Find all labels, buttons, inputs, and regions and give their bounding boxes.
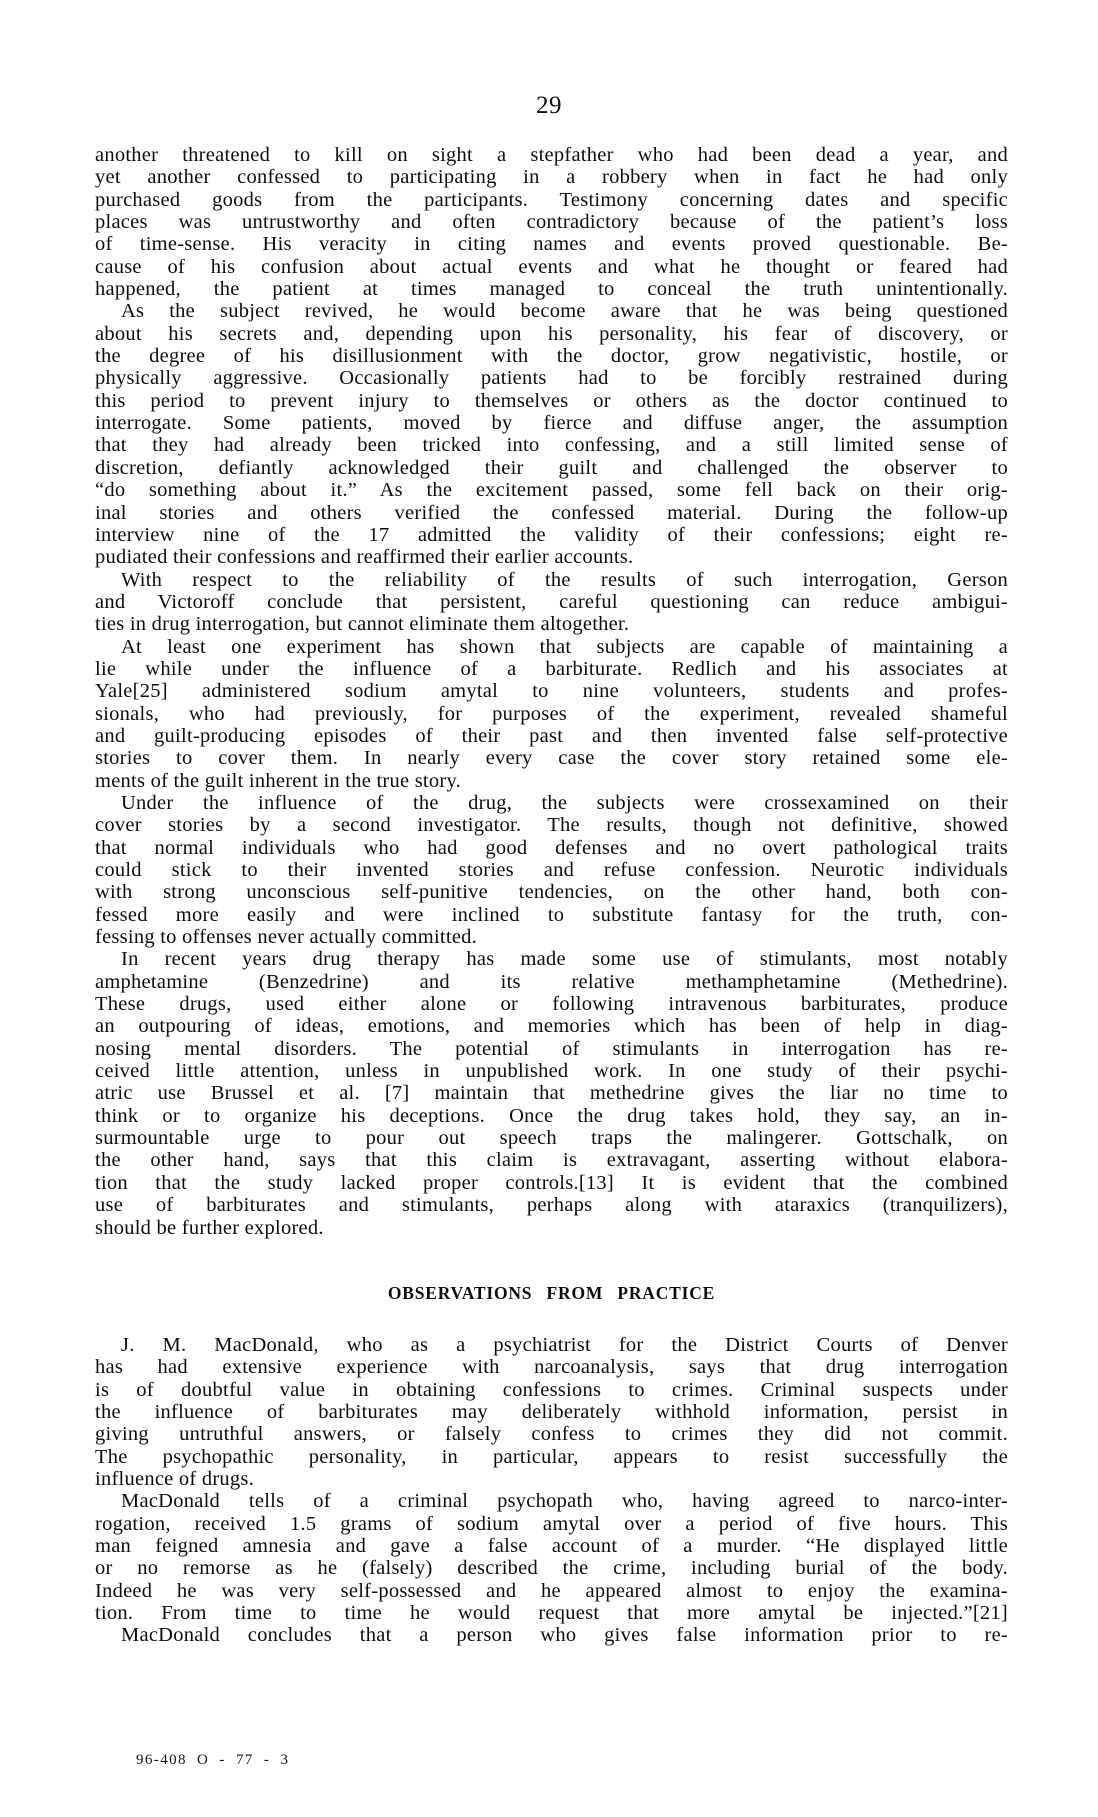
text-line: atric use Brussel et al. [7] maintain that methedrine gives the liar no time to bbox=[95, 1082, 1008, 1105]
paragraph bbox=[95, 948, 1008, 1238]
text-line: nosing mental disorders. The potential of stimulants in interrogation has re- bbox=[95, 1037, 1008, 1060]
text-line: is of doubtful value in obtaining confessions to crimes. Criminal suspects under bbox=[95, 1378, 1008, 1401]
text-line: With respect to the reliability of the results of such interrogation, Gerson bbox=[121, 568, 1008, 591]
text-line: The psychopathic personality, in particular, appears to resist successfully the bbox=[95, 1445, 1008, 1468]
text-line: ties in drug interrogation, but cannot eliminate them altogether. bbox=[95, 613, 630, 636]
text-line: surmountable urge to pour out speech traps the malingerer. Gottschalk, on bbox=[95, 1127, 1008, 1150]
text-line: happened, the patient at times managed to conceal the truth unintentionally. bbox=[95, 278, 1008, 301]
paragraph bbox=[95, 636, 1008, 792]
paragraph bbox=[95, 569, 1008, 636]
text-line: another threatened to kill on sight a stepfather who had been dead a year, and bbox=[95, 144, 1008, 166]
text-line: These drugs, used either alone or following intravenous barbiturates, produce bbox=[95, 993, 1008, 1016]
text-line: pudiated their confessions and reaffirmed their earlier accounts. bbox=[95, 546, 634, 569]
text-line: tion that the study lacked proper controls.[13] It is evident that the combined bbox=[95, 1171, 1008, 1194]
text-line: the influence of barbiturates may deliberately withhold information, persist in bbox=[95, 1400, 1008, 1423]
text-line: fessed more easily and were inclined to substitute fantasy for the truth, con- bbox=[95, 903, 1008, 926]
page-body bbox=[95, 144, 1008, 1647]
text-line: Under the influence of the drug, the subjects were crossexamined on their bbox=[121, 791, 1008, 814]
text-line: As the subject revived, he would become aware that he was being questioned bbox=[121, 300, 1008, 323]
text-line: that they had already been tricked into confessing, and a still limited sense of bbox=[95, 434, 1008, 457]
text-line: purchased goods from the participants. Testimony concerning dates and specific bbox=[95, 188, 1008, 211]
paragraph bbox=[95, 1334, 1008, 1490]
text-line: places was untrustworthy and often contradictory because of the patient’s loss bbox=[95, 211, 1008, 234]
text-line: sionals, who had previously, for purposes of the experiment, revealed shameful bbox=[95, 702, 1008, 725]
paragraph bbox=[95, 300, 1008, 568]
text-line: or no remorse as he (falsely) described the crime, including burial of the body. bbox=[95, 1557, 1008, 1580]
text-line: the other hand, says that this claim is extravagant, asserting without elabora- bbox=[95, 1149, 1008, 1172]
text-line: think or to organize his deceptions. Once the drug takes hold, they say, an in- bbox=[95, 1104, 1008, 1127]
text-line: and Victoroff conclude that persistent, careful questioning can reduce ambigui- bbox=[95, 590, 1008, 613]
text-line: this period to prevent injury to themselves or others as the doctor continued to bbox=[95, 389, 1008, 412]
text-line: rogation, received 1.5 grams of sodium amytal over a period of five hours. This bbox=[95, 1512, 1008, 1535]
text-line: and guilt-producing episodes of their past and then invented false self-protective bbox=[95, 724, 1008, 747]
text-line: has had extensive experience with narcoanalysis, says that drug interrogation bbox=[95, 1356, 1008, 1379]
text-line: MacDonald concludes that a person who gives false information prior to re- bbox=[121, 1624, 1008, 1647]
text-line: In recent years drug therapy has made some use of stimulants, most notably bbox=[121, 948, 1008, 971]
text-line: MacDonald tells of a criminal psychopath who, having agreed to narco-inter- bbox=[121, 1490, 1008, 1513]
text-line: Yale[25] administered sodium amytal to nine volunteers, students and profes- bbox=[95, 680, 1008, 703]
text-line: interview nine of the 17 admitted the validity of their confessions; eight re- bbox=[95, 523, 1008, 546]
text-line: giving untruthful answers, or falsely confess to crimes they did not commit. bbox=[95, 1423, 1008, 1446]
text-line: with strong unconscious self-punitive tendencies, on the other hand, both con- bbox=[95, 881, 1008, 904]
text-line: about his secrets and, depending upon his personality, his fear of discovery, or bbox=[95, 322, 1008, 345]
section-heading: OBSERVATIONS FROM PRACTICE bbox=[387, 1282, 716, 1303]
text-line: should be further explored. bbox=[95, 1216, 324, 1239]
text-line: that normal individuals who had good defenses and no overt pathological traits bbox=[95, 836, 1008, 859]
text-line: man feigned amnesia and gave a false account of a murder. “He displayed little bbox=[95, 1534, 1008, 1557]
text-line: J. M. MacDonald, who as a psychiatrist for the District Courts of Denver bbox=[121, 1333, 1008, 1356]
text-line: an outpouring of ideas, emotions, and memories which has been of help in diag- bbox=[95, 1015, 1008, 1038]
text-line: tion. From time to time he would request that more amytal be injected.”[21] bbox=[95, 1601, 1008, 1624]
text-line: discretion, defiantly acknowledged their guilt and challenged the observer to bbox=[95, 456, 1008, 479]
paragraph bbox=[95, 792, 1008, 948]
text-line: At least one experiment has shown that subjects are capable of maintaining a bbox=[121, 635, 1008, 658]
text-line: amphetamine (Benzedrine) and its relative methamphetamine (Methedrine). bbox=[95, 970, 1008, 993]
text-line: cover stories by a second investigator. The results, though not definitive, showed bbox=[95, 814, 1008, 837]
text-line: stories to cover them. In nearly every case the cover story retained some ele- bbox=[95, 747, 1008, 770]
text-line: “do something about it.” As the excitement passed, some fell back on their orig- bbox=[95, 479, 1008, 502]
text-line: of time-sense. His veracity in citing names and events proved questionable. Be- bbox=[95, 233, 1008, 256]
text-line: use of barbiturates and stimulants, perhaps along with ataraxics (tranquilizers), bbox=[95, 1194, 1008, 1217]
paragraph bbox=[95, 144, 1008, 300]
text-line: lie while under the influence of a barbiturate. Redlich and his associates at bbox=[95, 657, 1008, 680]
text-line: physically aggressive. Occasionally patients had to be forcibly restrained during bbox=[95, 367, 1008, 390]
text-line: influence of drugs. bbox=[95, 1467, 255, 1490]
paragraph bbox=[95, 1490, 1008, 1624]
text-line: fessing to offenses never actually committed. bbox=[95, 926, 478, 949]
text-line: inal stories and others verified the confessed material. During the follow-up bbox=[95, 501, 1008, 524]
text-line: ceived little attention, unless in unpublished work. In one study of their psychi- bbox=[95, 1060, 1008, 1083]
text-line: Indeed he was very self-possessed and he appeared almost to enjoy the examina- bbox=[95, 1579, 1008, 1602]
page-number: 29 bbox=[536, 92, 562, 119]
text-line: yet another confessed to participating in a robbery when in fact he had only bbox=[95, 166, 1008, 189]
print-code: 96-408 O - 77 - 3 bbox=[136, 1752, 290, 1768]
text-line: the degree of his disillusionment with the doctor, grow negativistic, hostile, or bbox=[95, 345, 1008, 368]
text-line: ments of the guilt inherent in the true story. bbox=[95, 769, 461, 792]
paragraph bbox=[95, 1624, 1008, 1646]
text-line: interrogate. Some patients, moved by fierce and diffuse anger, the assumption bbox=[95, 412, 1008, 435]
text-line: could stick to their invented stories and refuse confession. Neurotic individuals bbox=[95, 859, 1008, 881]
text-line: cause of his confusion about actual events and what he thought or feared had bbox=[95, 255, 1008, 278]
